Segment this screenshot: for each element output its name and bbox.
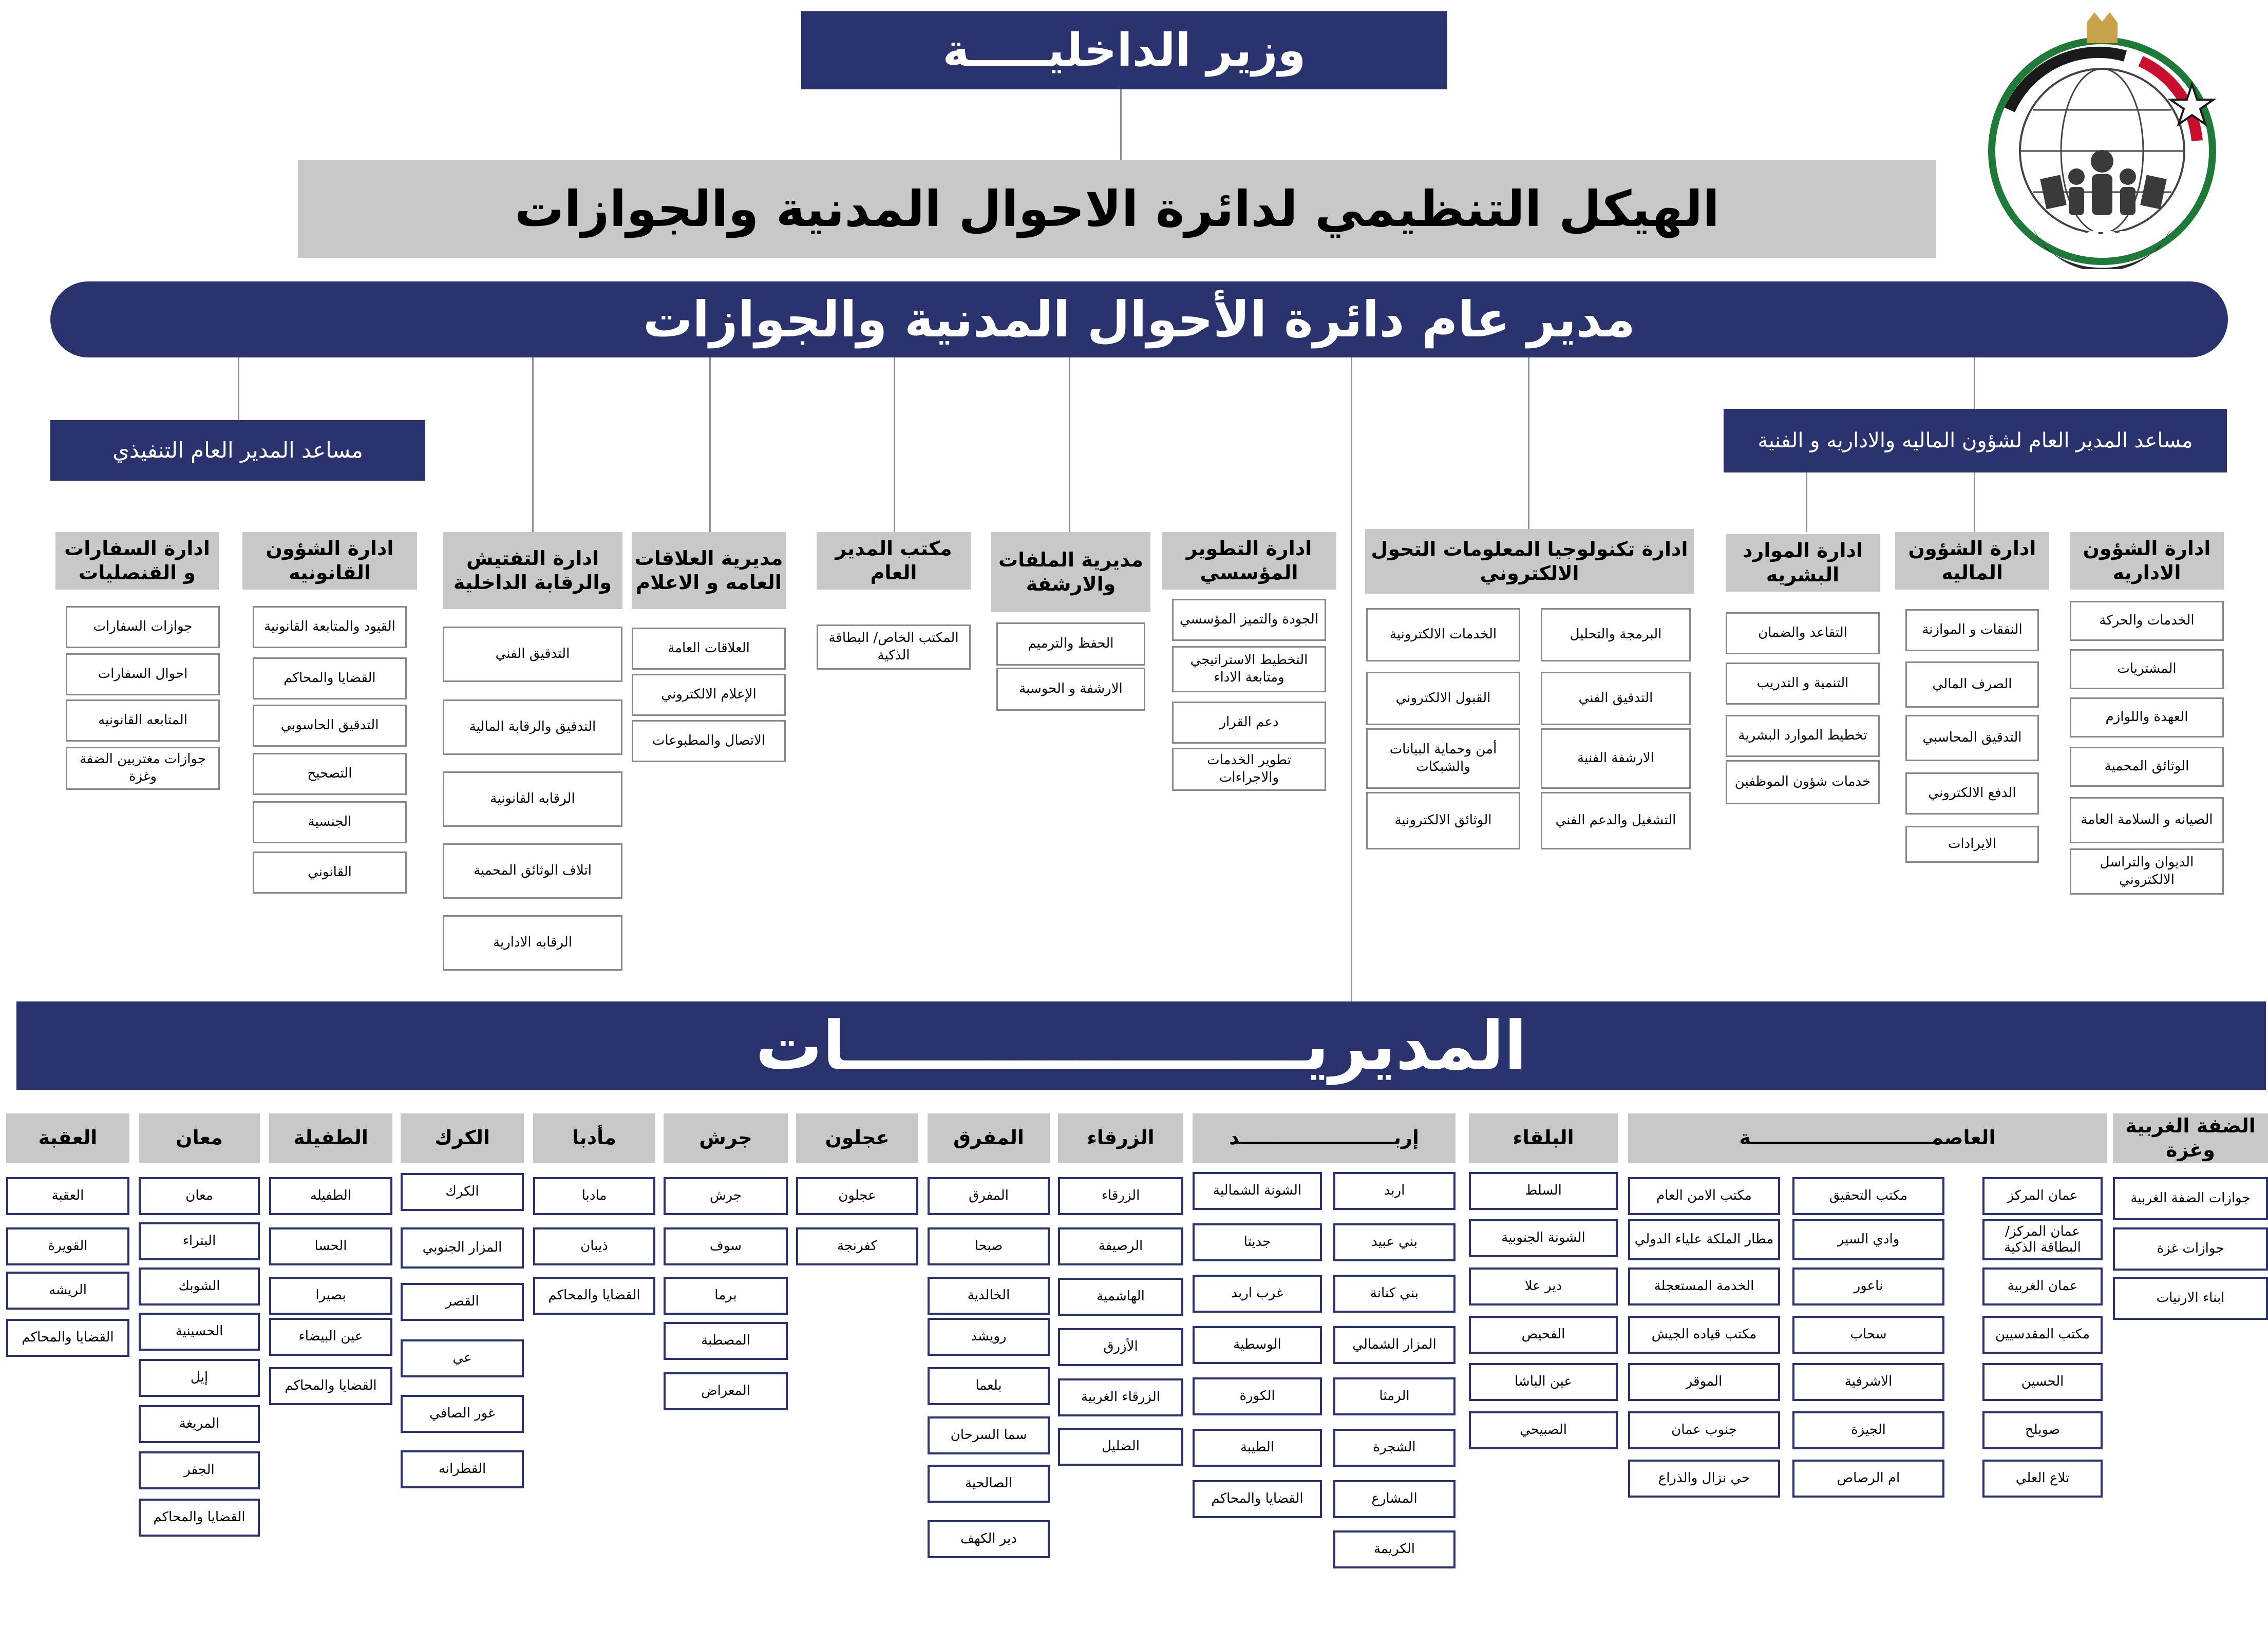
directorates-band: المديريــــــــــــــــــــات xyxy=(16,1001,2266,1090)
governorate-header: العقبة xyxy=(6,1113,129,1163)
directorate-office: حي نزال والذراع xyxy=(1628,1460,1780,1498)
directorate-office: عمان المركز/ البطاقة الذكية xyxy=(1982,1219,2103,1260)
connector-line xyxy=(1120,89,1122,160)
governorate-header: إربـــــــــــــــــــــــد xyxy=(1193,1113,1456,1163)
directorate-office: القضايا والمحاكم xyxy=(6,1319,129,1357)
minister-box: وزير الداخليـــــة xyxy=(801,11,1447,89)
department-unit: خدمات شؤون الموظفين xyxy=(1726,760,1880,804)
department-unit: الارشفة و الحوسبة xyxy=(996,668,1145,711)
governorate-header: الزرقاء xyxy=(1058,1113,1183,1163)
directorate-office: الفحيص xyxy=(1469,1316,1618,1354)
directorate-office: الريشه xyxy=(6,1272,129,1310)
department-unit: دعم القرار xyxy=(1172,702,1326,744)
directorate-office: الكرك xyxy=(401,1173,524,1211)
department-header: ادارة الشؤون الماليه xyxy=(1895,532,2049,590)
directorate-office: الضليل xyxy=(1058,1428,1183,1466)
directorate-office: الحسينية xyxy=(139,1313,260,1351)
connector-line xyxy=(1351,357,1352,1001)
directorate-office: مادبا xyxy=(533,1177,655,1215)
governorate-header: الطفيلة xyxy=(269,1113,392,1163)
department-unit: العلاقات العامة xyxy=(632,628,786,670)
directorate-office: الطيبة xyxy=(1193,1429,1322,1467)
directorate-office: سوف xyxy=(664,1227,788,1265)
department-header: ادارة السفارات و القنصليات xyxy=(55,532,219,590)
directorate-office: القويرة xyxy=(6,1227,129,1265)
directorate-office: الحسا xyxy=(269,1227,392,1265)
directorate-office: مطار الملكة علياء الدولي xyxy=(1628,1219,1780,1260)
department-unit: الجنسية xyxy=(253,801,407,843)
directorate-office: مكتب التحقيق xyxy=(1792,1177,1944,1215)
directorate-office: جوازات الضفة الغربية xyxy=(2113,1177,2268,1220)
directorate-office: الكريمة xyxy=(1333,1530,1456,1568)
governorate-header: مأدبا xyxy=(533,1113,655,1163)
department-unit: التنمية و التدريب xyxy=(1726,663,1880,705)
directorate-office: عجلون xyxy=(796,1177,918,1215)
department-unit: الوثائق الالكترونية xyxy=(1366,792,1520,849)
directorate-office: القضايا والمحاكم xyxy=(533,1277,655,1315)
department-unit: الجودة والتميز المؤسسي xyxy=(1172,599,1326,641)
department-unit: الرقابه الادارية xyxy=(443,915,622,971)
department-unit: النفقات و الموازنة xyxy=(1905,609,2039,651)
directorate-office: الحسين xyxy=(1982,1363,2103,1401)
directorate-office: كفرنجة xyxy=(796,1227,918,1265)
department-unit: الصرف المالي xyxy=(1905,661,2039,708)
department-unit: تخطيط الموارد البشرية xyxy=(1726,715,1880,757)
directorate-office: القضايا والمحاكم xyxy=(139,1499,260,1537)
department-header: ادارة التطوير المؤسسي xyxy=(1162,532,1336,590)
connector-line xyxy=(1528,357,1529,529)
directorate-office: سما السرحان xyxy=(928,1416,1050,1454)
directorate-office: ام الرصاص xyxy=(1792,1460,1944,1498)
governorate-header: معان xyxy=(139,1113,260,1163)
directorate-office: ناعور xyxy=(1792,1267,1944,1306)
directorate-office: الزرقاء الغربية xyxy=(1058,1378,1183,1416)
department-unit: الخدمات والحركة xyxy=(2070,601,2224,641)
directorate-office: إيل xyxy=(139,1359,260,1397)
department-header: مكتب المدير العام xyxy=(817,532,971,590)
connector-line xyxy=(238,357,239,420)
directorate-office: الشوبك xyxy=(139,1267,260,1306)
department-unit: التقاعد والضمان xyxy=(1726,612,1880,654)
governorate-header: العاصمـــــــــــــــــــــــــــة xyxy=(1628,1113,2107,1163)
directorate-office: الشونة الجنوبية xyxy=(1469,1219,1618,1257)
department-header: مديرية الملفات والارشفة xyxy=(991,532,1150,612)
directorate-office: الجيزة xyxy=(1792,1411,1944,1449)
directorate-office: الخدمة المستعجلة xyxy=(1628,1267,1780,1306)
department-unit: الإعلام الالكتروني xyxy=(632,674,786,716)
directorate-office: ذيبان xyxy=(533,1227,655,1265)
assistant-finance-box: مساعد المدير العام لشؤون الماليه والاداريه و الفنية xyxy=(1724,409,2227,472)
department-unit: القضايا والمحاكم xyxy=(253,657,407,699)
cspd-logo xyxy=(1971,7,2233,269)
directorate-office: عين البيضاء xyxy=(269,1318,392,1356)
directorate-office: المعراض xyxy=(664,1372,788,1410)
department-unit: التشغيل والدعم الفني xyxy=(1541,792,1691,849)
directorate-office: الشونة الشمالية xyxy=(1193,1172,1322,1210)
directorate-office: القضايا والمحاكم xyxy=(1193,1480,1322,1518)
directorate-office: سحاب xyxy=(1792,1316,1944,1354)
directorate-office: مكتب المقدسيين xyxy=(1982,1316,2103,1354)
governorate-header: البلقاء xyxy=(1469,1113,1618,1163)
directorate-office: القضايا والمحاكم xyxy=(269,1367,392,1405)
governorate-header: الضفة الغربية وغزة xyxy=(2113,1113,2268,1163)
directorate-office: المزار الجنوبي xyxy=(401,1227,524,1269)
directorate-office: الشجرة xyxy=(1333,1429,1456,1467)
directorate-office: غرب اربد xyxy=(1193,1275,1322,1313)
directorate-office: عمان الغربية xyxy=(1982,1267,2103,1306)
department-unit: العهدة واللوازم xyxy=(2070,697,2224,737)
directorate-office: برما xyxy=(664,1277,788,1315)
department-unit: الوثائق المحمية xyxy=(2070,747,2224,787)
connector-line xyxy=(1069,357,1070,532)
directorate-office: العقبة xyxy=(6,1177,129,1215)
department-unit: الاتصال والمطبوعات xyxy=(632,720,786,762)
directorate-office: الرمثا xyxy=(1333,1377,1456,1415)
department-header: ادارة الموارد البشريه xyxy=(1726,534,1880,592)
directorate-office: صويلح xyxy=(1982,1411,2103,1449)
directorate-office: تلاع العلي xyxy=(1982,1460,2103,1498)
directorate-office: المفرق xyxy=(928,1177,1050,1215)
directorate-office: جنوب عمان xyxy=(1628,1411,1780,1449)
logo-text: CSPD xyxy=(2068,227,2137,253)
department-unit: الحفظ والترميم xyxy=(996,622,1145,666)
directorate-office: عين الباشا xyxy=(1469,1363,1618,1401)
directorate-office: الجفر xyxy=(139,1451,260,1489)
directorate-office: جوازات غزة xyxy=(2113,1227,2268,1271)
directorate-office: عمان المركز xyxy=(1982,1177,2103,1215)
directorate-office: المشارع xyxy=(1333,1480,1456,1518)
governorate-header: عجلون xyxy=(796,1113,918,1163)
directorate-office: بني عبيد xyxy=(1333,1223,1456,1261)
connector-line xyxy=(894,357,895,532)
directorate-office: الصالحية xyxy=(928,1465,1050,1503)
directorate-office: الوسطية xyxy=(1193,1326,1322,1364)
department-unit: المتابعه القانونيه xyxy=(66,699,220,742)
directorate-office: الرصيفة xyxy=(1058,1227,1183,1265)
directorate-office: الصبيحي xyxy=(1469,1411,1618,1449)
directorate-office: الكورة xyxy=(1193,1377,1322,1415)
directorate-office: المريغة xyxy=(139,1405,260,1443)
assistant-executive-box: مساعد المدير العام التنفيذي xyxy=(50,420,425,481)
department-unit: الديوان والتراسل الالكتروني xyxy=(2070,848,2224,895)
directorate-office: صبحا xyxy=(928,1227,1050,1265)
department-unit: التدقيق المحاسبي xyxy=(1905,715,2039,761)
directorate-office: جديتا xyxy=(1193,1223,1322,1261)
department-unit: الايرادات xyxy=(1905,826,2039,863)
department-header: ادارة تكنولوجيا المعلومات التحول الالكتروني xyxy=(1365,529,1694,594)
connector-line xyxy=(1806,472,1807,532)
governorate-header: المفرق xyxy=(928,1113,1050,1163)
department-unit: البرمجة والتحليل xyxy=(1541,608,1691,661)
department-unit: الرقابه القانونية xyxy=(443,771,622,827)
department-header: ادارة الشؤون الاداريه xyxy=(2070,532,2224,590)
department-header: ادارة الشؤون القانونيه xyxy=(242,532,417,590)
directorate-office: المزار الشمالي xyxy=(1333,1326,1456,1364)
directorate-office: رويشد xyxy=(928,1318,1050,1356)
connector-line xyxy=(1974,357,1975,409)
connector-line xyxy=(532,357,534,532)
directorate-office: القطرانه xyxy=(401,1450,524,1488)
department-unit: التدقيق الفني xyxy=(443,627,622,682)
directorate-office: المصطبة xyxy=(664,1322,788,1360)
department-unit: التدقيق الحاسوبي xyxy=(253,705,407,747)
directorate-office: دير علا xyxy=(1469,1267,1618,1306)
directorate-office: الطفيله xyxy=(269,1177,392,1215)
department-unit: الخدمات الالكترونية xyxy=(1366,608,1520,661)
directorate-office: الزرقاء xyxy=(1058,1177,1183,1215)
department-unit: احوال السفارات xyxy=(66,653,220,695)
department-unit: التدقيق الفني xyxy=(1541,672,1691,725)
department-unit: المشتريات xyxy=(2070,649,2224,689)
directorate-office: مكتب الامن العام xyxy=(1628,1177,1780,1215)
directorate-office: السلط xyxy=(1469,1172,1618,1210)
directorate-office: عي xyxy=(401,1339,524,1377)
connector-line xyxy=(709,357,711,532)
directorate-office: بلعما xyxy=(928,1367,1050,1405)
governorate-header: الكرك xyxy=(401,1113,524,1163)
directorate-office: وادي السير xyxy=(1792,1219,1944,1260)
directorate-office: اربد xyxy=(1333,1172,1456,1210)
directorate-office: الأزرق xyxy=(1058,1328,1183,1366)
directorate-office: القصر xyxy=(401,1283,524,1321)
department-unit: الصيانه و السلامة العامة xyxy=(2070,797,2224,843)
department-unit: القبول الالكتروني xyxy=(1366,672,1520,725)
directorate-office: بصيرا xyxy=(269,1277,392,1315)
department-unit: اتلاف الوثائق المحمية xyxy=(443,843,622,899)
directorate-office: البتراء xyxy=(139,1222,260,1260)
department-unit: جوازات مغتربين الضفة وغزة xyxy=(66,747,220,790)
department-unit: المكتب الخاص/ البطاقة الذكية xyxy=(817,625,971,670)
directorate-office: ابناء الارنيات xyxy=(2113,1277,2268,1320)
cspd-emblem-icon xyxy=(1971,7,2233,269)
directorate-office: بني كنانة xyxy=(1333,1275,1456,1313)
director-general-bar: مدير عام دائرة الأحوال المدنية والجوازات xyxy=(50,281,2228,357)
department-unit: الدفع الالكتروني xyxy=(1905,772,2039,815)
department-unit: التخطيط الاستراتيجي ومتابعة الاداء xyxy=(1172,646,1326,692)
department-unit: الارشفة الفنية xyxy=(1541,728,1691,789)
governorate-header: جرش xyxy=(664,1113,788,1163)
directorate-office: دير الكهف xyxy=(928,1520,1050,1558)
department-header: مديرية العلاقات العامه و الاعلام xyxy=(632,532,786,609)
directorate-office: الخالدية xyxy=(928,1277,1050,1315)
department-unit: تطوير الخدمات والاجراءات xyxy=(1172,748,1326,791)
directorate-office: الموقر xyxy=(1628,1363,1780,1401)
department-unit: القانوني xyxy=(253,852,407,894)
department-header: ادارة التفتيش والرقابة الداخلية xyxy=(443,532,622,609)
department-unit: أمن وحماية البيانات والشبكات xyxy=(1366,728,1520,789)
directorate-office: مكتب قياده الجيش xyxy=(1628,1316,1780,1354)
page-title: الهيكل التنظيمي لدائرة الاحوال المدنية والجوازات xyxy=(298,160,1936,258)
directorate-office: معان xyxy=(139,1177,260,1215)
department-unit: التصحيح xyxy=(253,753,407,795)
connector-line xyxy=(1974,472,1975,532)
department-unit: جوازات السفارات xyxy=(66,606,220,648)
department-unit: التدقيق والرقابة المالية xyxy=(443,699,622,755)
department-unit: القيود والمتابعة القانونية xyxy=(253,606,407,648)
directorate-office: غور الصافي xyxy=(401,1395,524,1433)
directorate-office: جرش xyxy=(664,1177,788,1215)
directorate-office: الاشرفية xyxy=(1792,1363,1944,1401)
directorate-office: الهاشمية xyxy=(1058,1278,1183,1316)
